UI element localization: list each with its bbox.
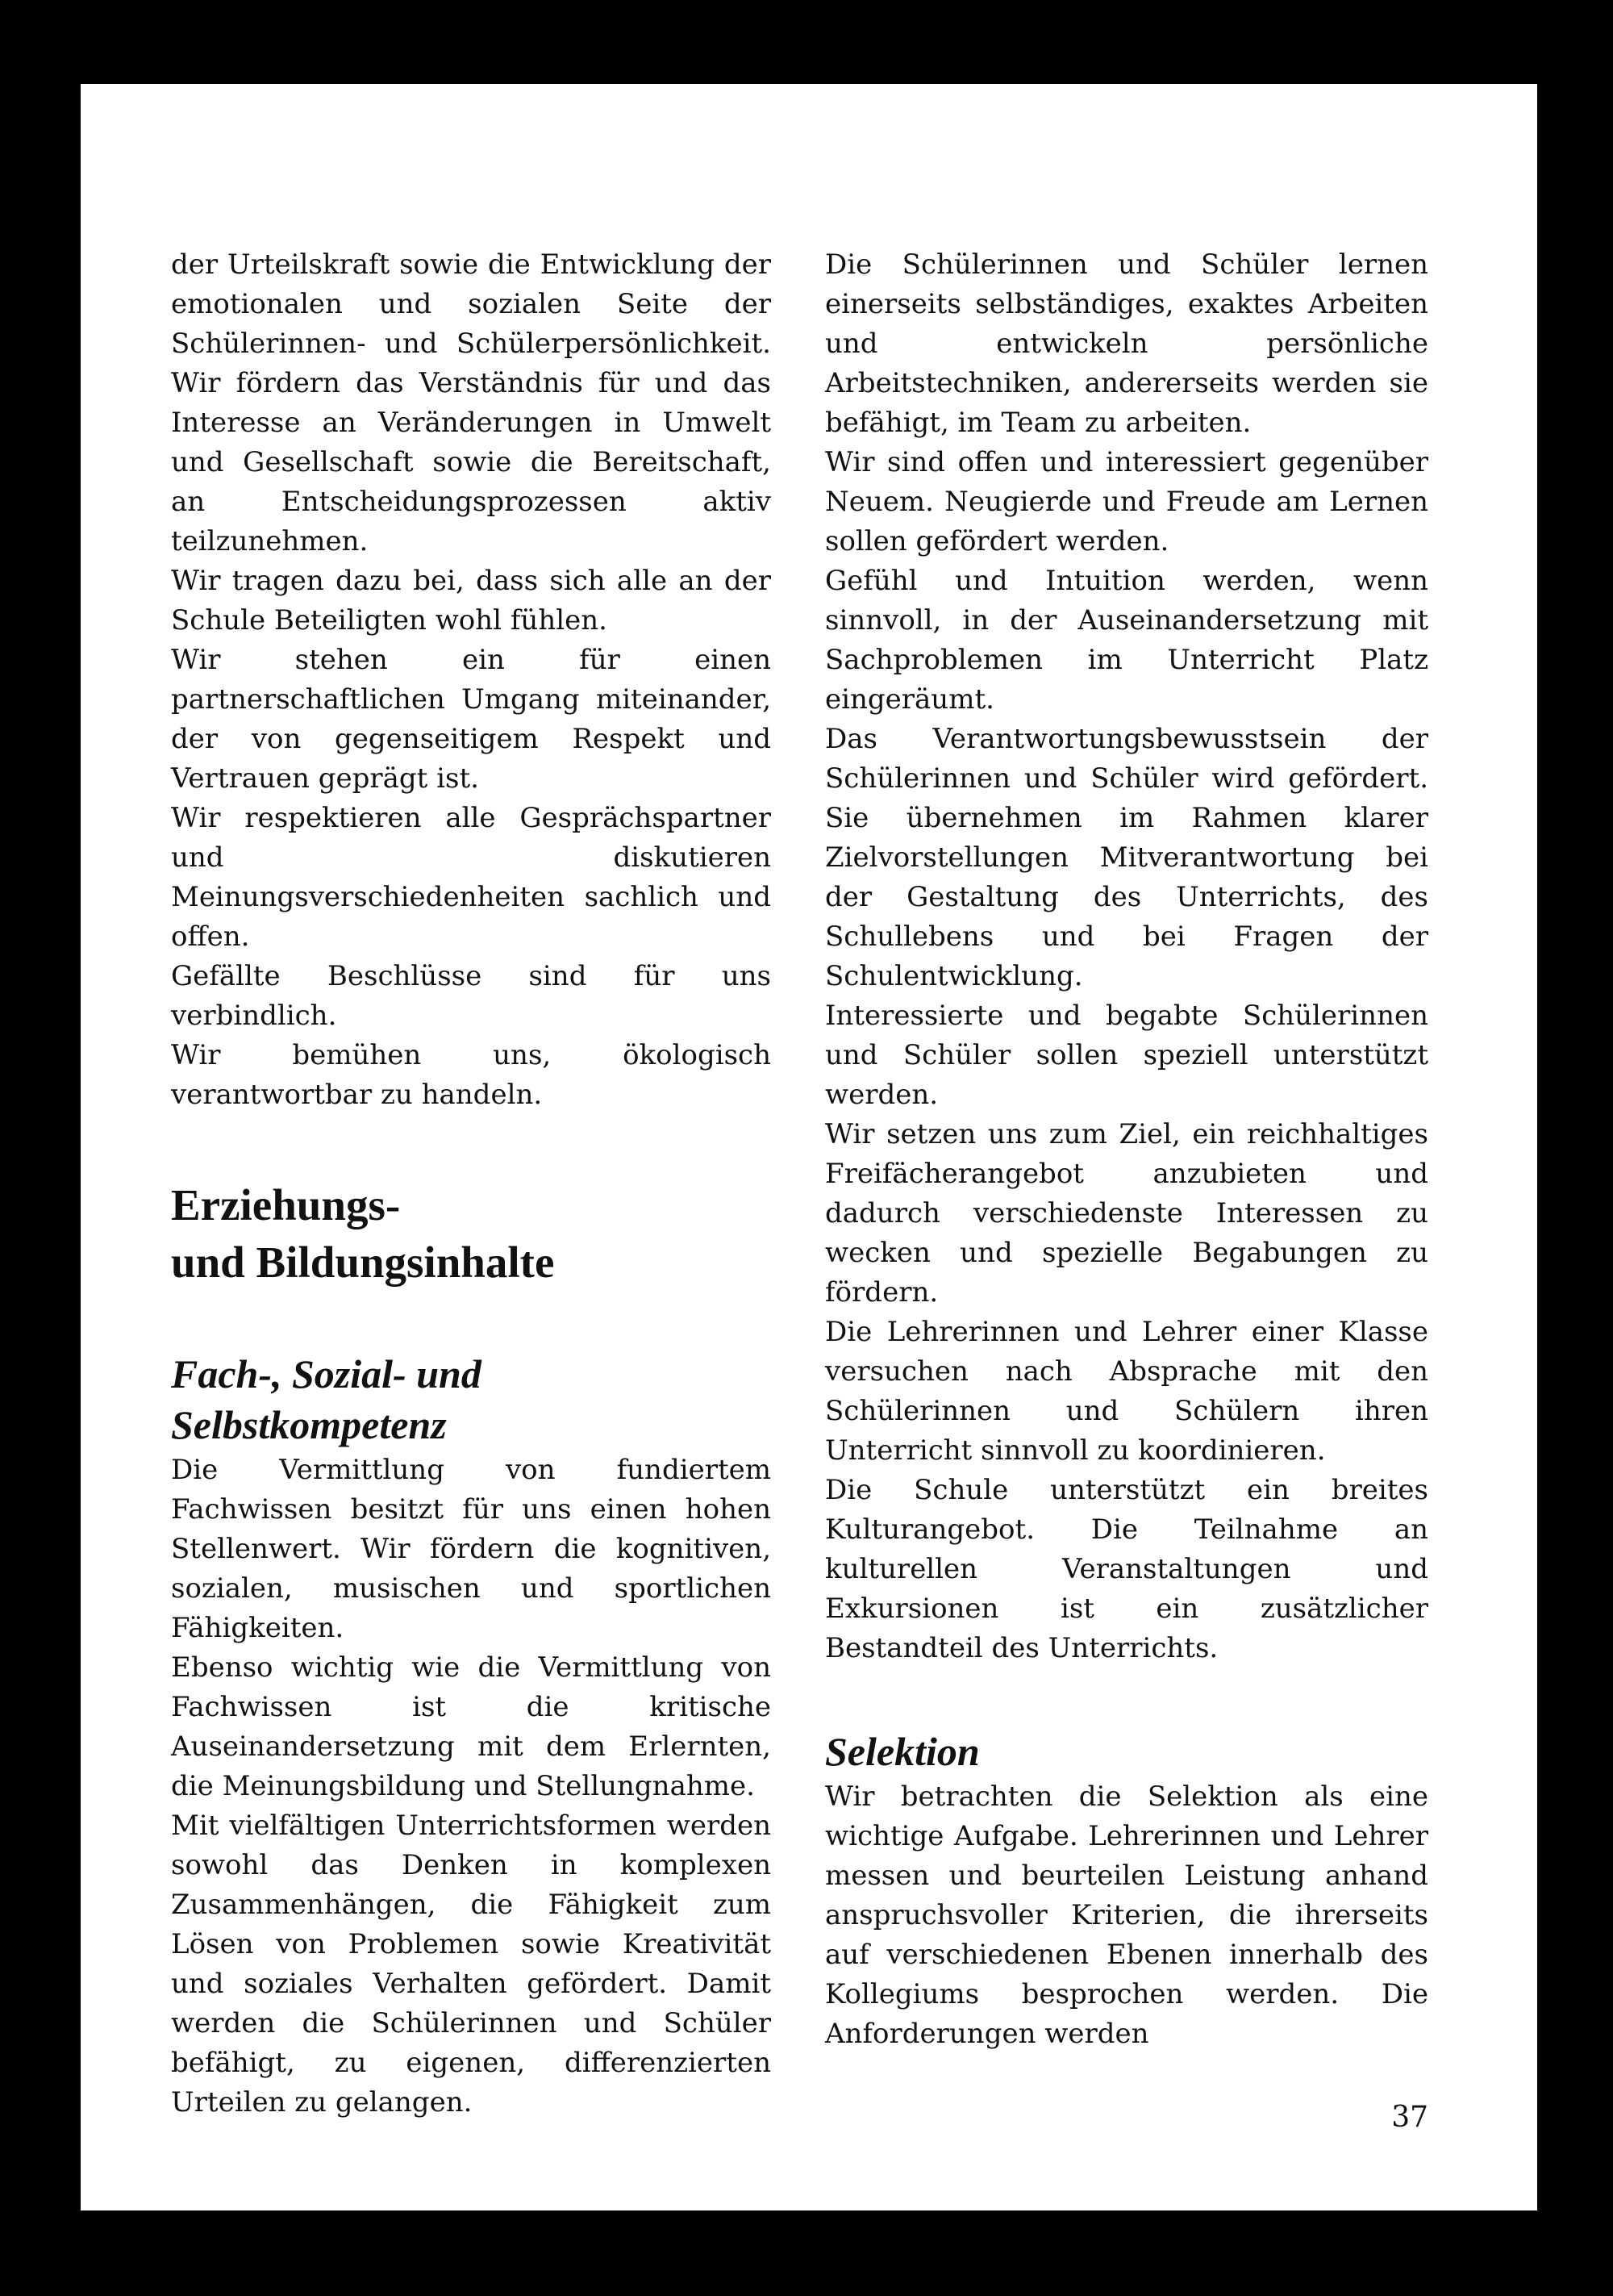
paragraph: Die Vermittlung von fundiertem Fachwissen besitzt für uns einen hohen Stellenwert. Wir fördern die kognitiven, sozialen, musischen und sportlichen Fähigkeiten.	[171, 1454, 771, 1644]
paragraph: Gefühl und Intuition werden, wenn sinnvoll, in der Auseinandersetzung mit Sachproblemen im Unterricht Platz eingeräumt.	[825, 565, 1428, 716]
paragraph: Die Schülerinnen und Schüler lernen einerseits selbständiges, exaktes Arbeiten und entwickeln persönliche Arbeitstechniken, andererseits werden sie befähigt, im Team zu arbeiten.	[825, 248, 1428, 439]
subheading-selektion: Selektion	[825, 1729, 980, 1774]
paragraph: Gefällte Beschlüsse sind für uns verbindlich.	[171, 960, 771, 1032]
paragraph: Wir tragen dazu bei, dass sich alle an der Schule Beteiligten wohl fühlen.	[171, 565, 771, 637]
subheading-fach-sozial-selbstkompetenz: Fach-, Sozial- und Selbstkompetenz	[171, 1351, 481, 1447]
paragraph: Wir sind offen und interessiert gegenüber Neuem. Neugierde und Freude am Lernen sollen gefördert werden.	[825, 446, 1428, 557]
paragraph: der Urteilskraft sowie die Entwicklung der emotionalen und sozialen Seite der Schülerinnen- und Schülerpersönlichkeit. Wir fördern das Verständnis für und das Interesse an Veränderungen in Umwelt und Gesellschaft sowie die Bereitschaft, an Entscheidungsprozessen aktiv teilzunehmen.	[171, 248, 771, 557]
paragraph: Die Lehrerinnen und Lehrer einer Klasse versuchen nach Absprache mit den Schülerinnen und Schülern ihren Unterricht sinnvoll zu koordinieren.	[825, 1316, 1428, 1467]
document-page	[81, 84, 1537, 2210]
paragraph: Das Verantwortungsbewusstsein der Schülerinnen und Schüler wird gefördert. Sie übernehmen im Rahmen klarer Zielvorstellungen Mitverantwortung bei der Gestaltung des Unterrichts, des Schullebens und bei Fragen der Schulentwicklung.	[825, 723, 1428, 992]
paragraph: Wir betrachten die Selektion als eine wichtige Aufgabe. Lehrerinnen und Lehrer messen und beurteilen Leistung anhand anspruchsvoller Kriterien, die ihrerseits auf verschiedenen Ebenen innerhalb des Kollegiums besprochen werden. Die Anforderungen werden	[825, 1780, 1428, 2050]
paragraph: Wir respektieren alle Gesprächspartner und diskutieren Meinungsverschiedenheiten sachlich und offen.	[171, 802, 771, 953]
paragraph: Ebenso wichtig wie die Vermittlung von Fachwissen ist die kritische Auseinandersetzung mit dem Erlernten, die Meinungsbildung und Stellungnahme.	[171, 1651, 771, 1802]
paragraph: Interessierte und begabte Schülerinnen und Schüler sollen speziell unterstützt werden.	[825, 1000, 1428, 1111]
left-column	[171, 245, 771, 2123]
right-column	[825, 245, 1428, 2054]
page-number: 37	[1391, 2101, 1428, 2134]
section-heading: Erziehungs- und Bildungsinhalte	[171, 1180, 555, 1287]
paragraph: Wir bemühen uns, ökologisch verantwortbar zu handeln.	[171, 1039, 771, 1111]
paragraph: Mit vielfältigen Unterrichtsformen werden sowohl das Denken in komplexen Zusammenhängen, die Fähigkeit zum Lösen von Problemen sowie Kreativität und soziales Verhalten gefördert. Damit werden die Schülerinnen und Schüler befähigt, zu eigenen, differenzierten Urteilen zu gelangen.	[171, 1810, 771, 2119]
paragraph: Wir setzen uns zum Ziel, ein reichhaltiges Freifächerangebot anzubieten und dadurch verschiedenste Interessen zu wecken und spezielle Begabungen zu fördern.	[825, 1118, 1428, 1309]
paragraph: Wir stehen ein für einen partnerschaftlichen Umgang miteinander, der von gegenseitigem Respekt und Vertrauen geprägt ist.	[171, 644, 771, 795]
paragraph: Die Schule unterstützt ein breites Kulturangebot. Die Teilnahme an kulturellen Veranstaltungen und Exkursionen ist ein zusätzlicher Bestandteil des Unterrichts.	[825, 1474, 1428, 1664]
